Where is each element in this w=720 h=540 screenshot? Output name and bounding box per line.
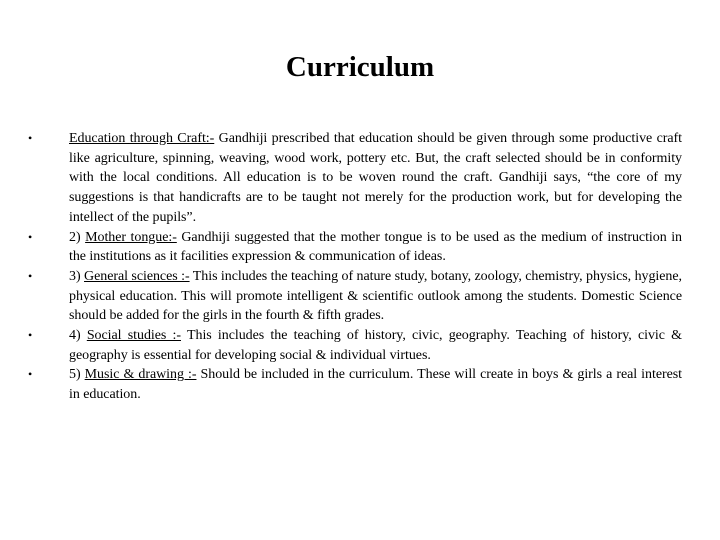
bullet-icon: • bbox=[28, 328, 33, 343]
bullet-list bbox=[28, 129, 682, 405]
list-item-craft bbox=[28, 129, 682, 228]
item-number: 2) bbox=[69, 229, 86, 245]
slide-title: Curriculum bbox=[285, 51, 435, 83]
item-body: Should be included in the curriculum. These will create in boys & girls a real interest in education. bbox=[69, 367, 682, 403]
bullet-icon: • bbox=[28, 268, 33, 283]
item-number: 5) bbox=[69, 367, 85, 383]
list-item-social-studies bbox=[28, 326, 682, 365]
list-item-music-drawing bbox=[28, 365, 682, 404]
item-heading: Music & drawing :- bbox=[84, 367, 197, 383]
item-body: This includes the teaching of nature study, botany, zoology, chemistry, physics, hygiene, physical education. This will promote intelligent & scientific outlook among the students. Domestic Science should be added for the girls in the fourth & fifth grades. bbox=[69, 268, 682, 324]
item-heading: General sciences :- bbox=[84, 268, 190, 284]
item-body: Gandhiji suggested that the mother tongue is to be used as the medium of instruction in the institutions as it facilities expression & communication of ideas. bbox=[69, 229, 682, 265]
list-item-mother-tongue bbox=[28, 228, 682, 267]
item-body: This includes the teaching of history, civic, geography. Teaching of history, civic & geography is essential for developing social & individual virtues. bbox=[69, 328, 682, 363]
item-number: 4) bbox=[69, 328, 87, 344]
item-heading: Mother tongue:- bbox=[85, 229, 177, 245]
item-number: 3) bbox=[69, 268, 85, 284]
bullet-icon: • bbox=[28, 229, 33, 244]
list-item-general-sciences bbox=[28, 267, 682, 326]
bullet-icon: • bbox=[28, 131, 33, 145]
item-heading: Social studies :- bbox=[86, 328, 181, 344]
item-heading: Education through Craft:- bbox=[69, 131, 215, 146]
item-body: Gandhiji prescribed that education should be given through some productive craft like agriculture, spinning, weaving, wood work, pottery etc. But, the craft selected should be in conformity with the local conditions. All education is to be woven round the craft. Gandhiji says, “the core of my suggestions is that handicrafts are to be taught not merely for the production work, but for developing the intellect of the pupils”. bbox=[69, 131, 682, 225]
bullet-icon: • bbox=[28, 367, 33, 382]
